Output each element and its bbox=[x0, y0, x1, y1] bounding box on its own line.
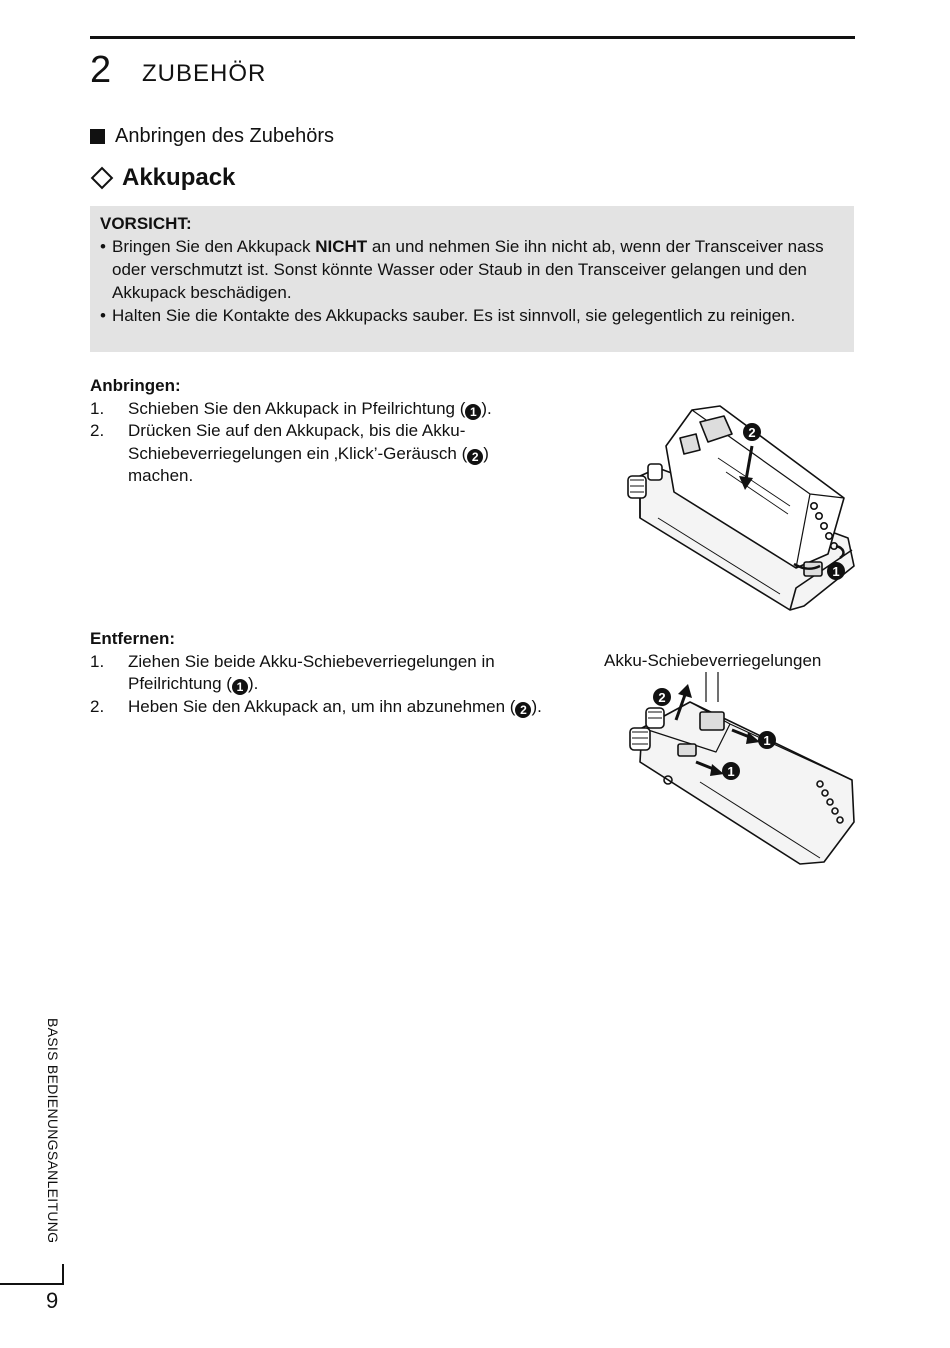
caution-bullet bbox=[100, 235, 844, 304]
caution-text: an und nehmen Sie ihn nicht ab, wenn der Transceiver nass oder verschmutzt ist. Sonst könnte Wasser oder Staub in den Transceiver gelangen und den Akkupack beschädigen. bbox=[112, 237, 824, 302]
side-label: BASIS BEDIENUNGSANLEITUNG bbox=[45, 1018, 61, 1244]
step-text: Schieben Sie den Akkupack in Pfeilrichtung ( bbox=[128, 398, 466, 418]
figure-caption: Akku-Schiebeverriegelungen bbox=[604, 651, 822, 670]
step-text: ). bbox=[481, 398, 492, 418]
chapter-title: ZUBEHÖR bbox=[142, 60, 267, 87]
list-item bbox=[90, 420, 555, 488]
marker-1-icon: 1 bbox=[232, 679, 248, 695]
step-number: 1. bbox=[90, 651, 105, 671]
marker-1-label: 1 bbox=[763, 733, 771, 748]
marker-2-icon: 2 bbox=[467, 449, 483, 465]
list-item bbox=[90, 696, 560, 719]
subsection-heading bbox=[90, 164, 235, 192]
caution-heading: VORSICHT: bbox=[100, 214, 192, 233]
caution-text: Halten Sie die Kontakte des Akkupacks sauber. Es ist sinnvoll, sie gelegentlich zu reinigen. bbox=[112, 306, 796, 325]
marker-2-label: 2 bbox=[748, 425, 756, 440]
step-text: ). bbox=[247, 674, 259, 693]
step-text: ). bbox=[531, 696, 542, 716]
step-number: 2. bbox=[90, 696, 105, 716]
page-number: 9 bbox=[46, 1288, 59, 1313]
list-item bbox=[90, 398, 555, 421]
square-bullet-icon bbox=[90, 129, 105, 144]
step-text: Drücken Sie auf den Akkupack, bis die Akku-Schiebeverriegelungen ein ‚Klick’-Geräusch ( bbox=[128, 421, 468, 463]
side-tick bbox=[62, 1264, 64, 1285]
marker-1-label: 1 bbox=[727, 764, 735, 779]
remove-label: Entfernen: bbox=[90, 629, 175, 648]
remove-battery-illustration bbox=[620, 672, 860, 867]
callout-lines bbox=[706, 672, 718, 702]
section-heading bbox=[90, 124, 334, 148]
attach-battery-illustration bbox=[600, 398, 860, 616]
marker-2-label: 2 bbox=[658, 690, 666, 705]
caution-bullet bbox=[100, 304, 844, 327]
caution-emphasis: NICHT bbox=[315, 237, 368, 256]
attach-instructions bbox=[90, 375, 555, 488]
step-number: 1. bbox=[90, 398, 105, 418]
attach-label: Anbringen: bbox=[90, 376, 181, 395]
bullet-dot: • bbox=[100, 237, 106, 256]
section-title: Anbringen des Zubehörs bbox=[115, 125, 335, 147]
side-rule bbox=[0, 1283, 64, 1285]
caution-text: Bringen Sie den Akkupack bbox=[112, 237, 316, 256]
step-text: Heben Sie den Akkupack an, um ihn abzunehmen ( bbox=[128, 696, 516, 716]
chapter-number: 2 bbox=[90, 49, 112, 91]
diamond-icon bbox=[91, 167, 114, 190]
marker-1-icon: 1 bbox=[465, 404, 481, 420]
top-rule bbox=[90, 36, 855, 39]
subsection-title: Akkupack bbox=[122, 164, 236, 191]
step-text: Ziehen Sie beide Akku-Schiebeverriegelungen in Pfeilrichtung ( bbox=[128, 651, 495, 693]
remove-instructions bbox=[90, 628, 560, 718]
list-item bbox=[90, 651, 560, 696]
bullet-dot: • bbox=[100, 306, 106, 325]
step-text: ) machen. bbox=[128, 443, 489, 485]
step-number: 2. bbox=[90, 421, 105, 440]
marker-2-icon: 2 bbox=[515, 702, 531, 718]
marker-1-label: 1 bbox=[832, 564, 840, 579]
caution-box bbox=[90, 206, 854, 352]
